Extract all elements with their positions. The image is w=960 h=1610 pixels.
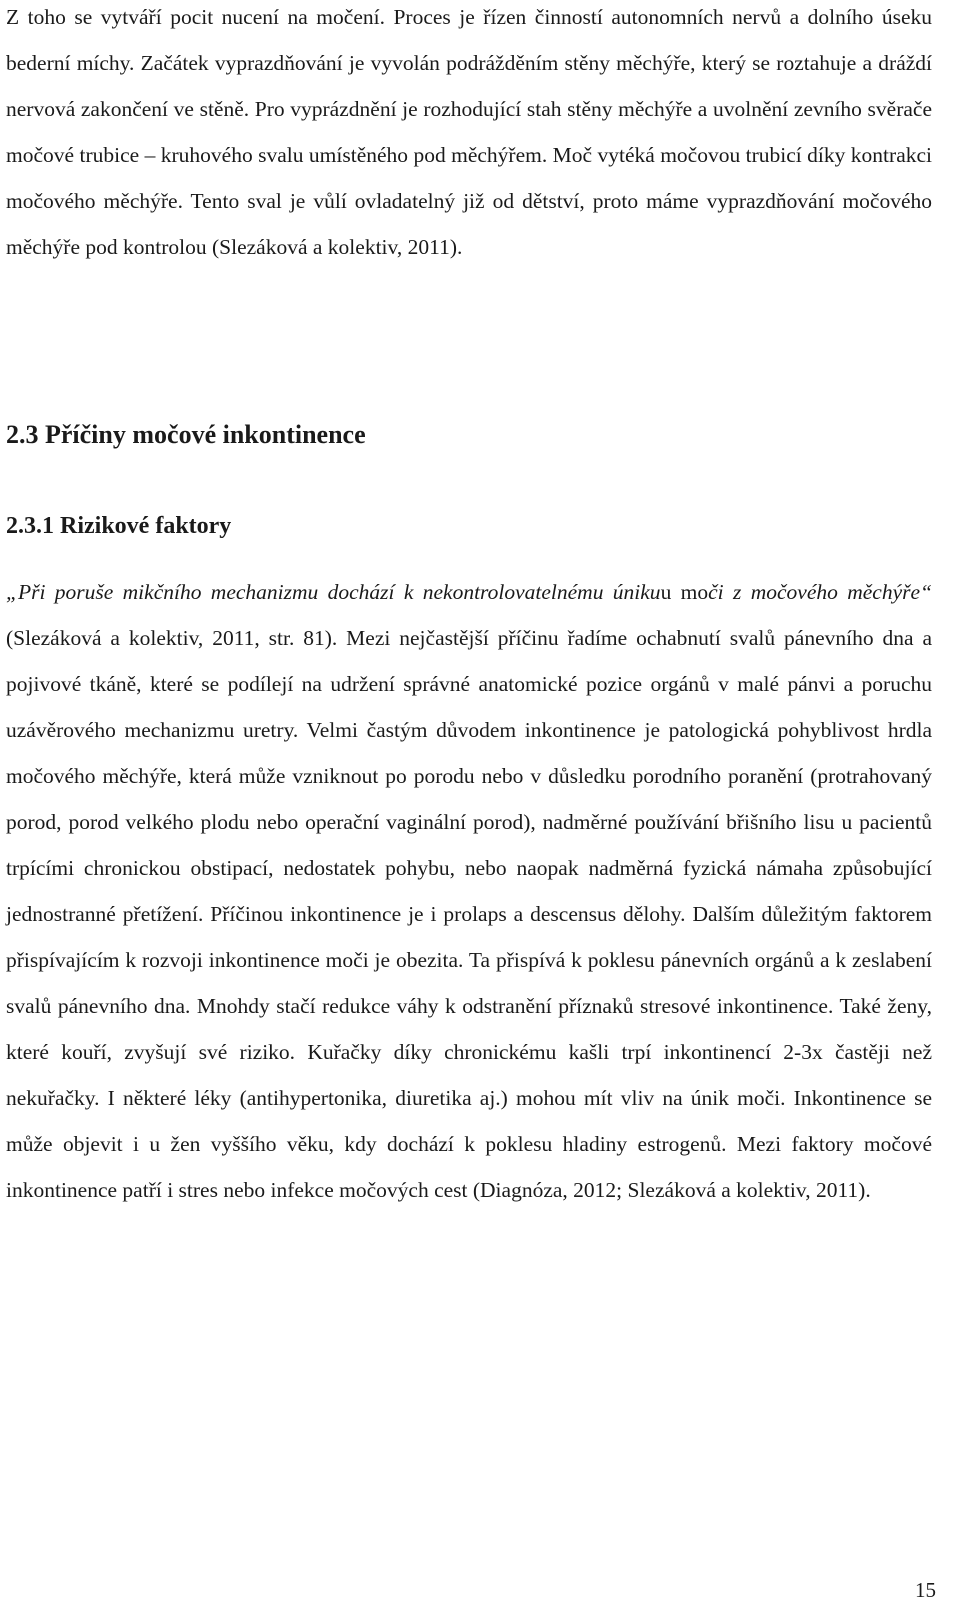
page-number: 15	[915, 1578, 936, 1602]
subsection-heading: 2.3.1 Rizikové faktory	[6, 513, 232, 539]
quote-open-mark: „	[6, 580, 18, 604]
section-heading: 2.3 Příčiny močové inkontinence	[6, 420, 366, 449]
quote-close-mark: “	[920, 580, 932, 604]
quote-text-part2: u mo	[660, 580, 709, 604]
body-paragraph-risk-factors	[6, 569, 932, 1213]
quote-text-part3: či z močového měchýře	[708, 580, 921, 604]
paragraph-remainder: (Slezáková a kolektiv, 2011, str. 81). Mezi nejčastější příčinu řadíme ochabnutí svalů pánevního dna a pojivové tkáně, které se podílejí na udržení správné anatomické pozice orgánů v malé pánvi a poruchu uzávěrového mechanizmu uretry. Velmi častým důvodem inkontinence je patologická pohyblivost hrdla močového měchýře, která může vzniknout po porodu nebo v důsledku porodního poranění (protrahovaný porod, porod velkého plodu nebo operační vaginální porod), nadměrné používání břišního lisu u pacientů trpícími chronickou obstipací, nedostatek pohybu, nebo naopak nadměrná fyzická námaha způsobující jednostranné přetížení. Příčinou inkontinence je i prolaps a descensus dělohy. Dalším důležitým faktorem přispívajícím k rozvoji inkontinence moči je obezita. Ta přispívá k poklesu pánevních orgánů a k zeslabení svalů pánevního dna. Mnohdy stačí redukce váhy k odstranění příznaků stresové inkontinence. Také ženy, které kouří, zvyšují své riziko. Kuřačky díky chronickému kašli trpí inkontinencí 2-3x častěji než nekuřačky. I některé léky (antihypertonika, diuretika aj.) mohou mít vliv na únik moči. Inkontinence se může objevit i u žen vyššího věku, kdy dochází k poklesu hladiny estrogenů. Mezi faktory močové inkontinence patří i stres nebo infekce močových cest (Diagnóza, 2012; Slezáková a kolektiv, 2011).	[6, 626, 932, 1202]
quote-text-part1: Při poruše mikčního mechanizmu dochází k nekontrolovatelnému úniku	[17, 580, 661, 604]
body-paragraph-urination: Z toho se vytváří pocit nucení na močení. Proces je řízen činností autonomních nervů a dolního úseku bederní míchy. Začátek vyprazdňování je vyvolán podrážděním stěny měchýře, který se roztahuje a dráždí nervová zakončení ve stěně. Pro vyprázdnění je rozhodující stah stěny měchýře a uvolnění zevního svěrače močové trubice – kruhového svalu umístěného pod měchýřem. Moč vytéká močovou trubicí díky kontrakci močového měchýře. Tento sval je vůlí ovladatelný již od dětství, proto máme vyprazdňování močového měchýře pod kontrolou (Slezáková a kolektiv, 2011).	[6, 5, 932, 259]
